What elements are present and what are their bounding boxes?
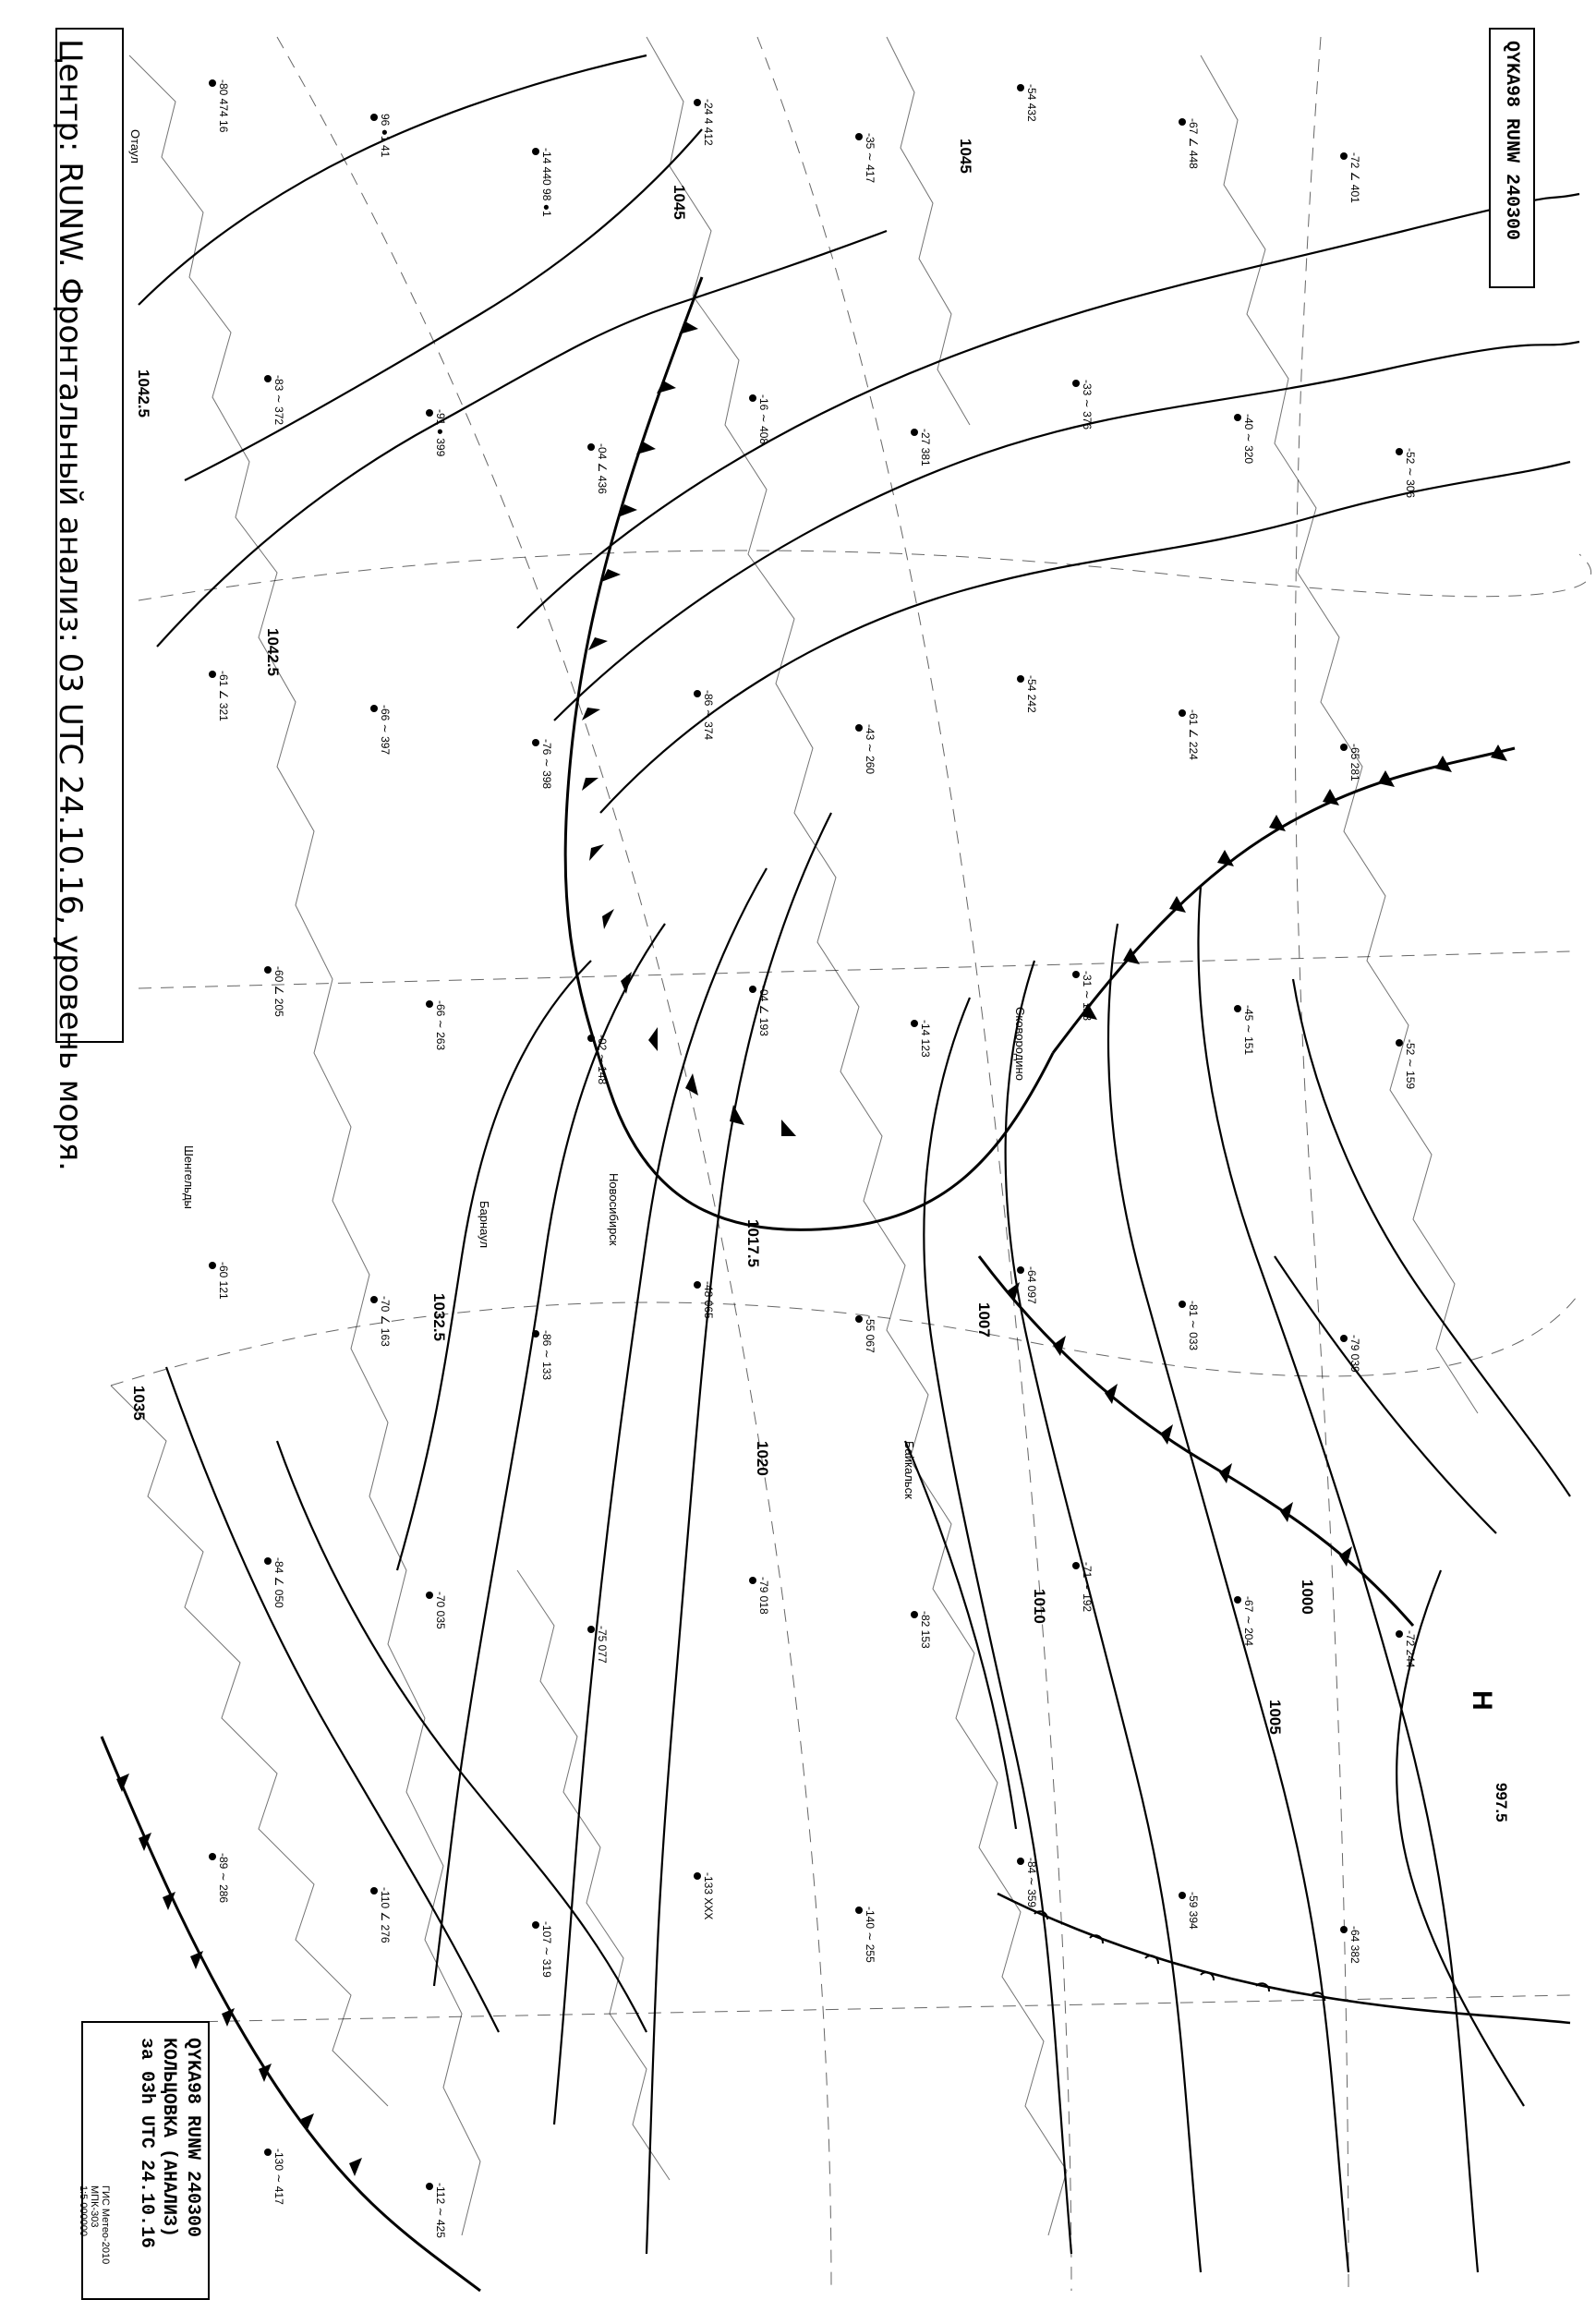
station-marker (370, 1887, 378, 1894)
station-label: -60 121 (217, 1262, 230, 1300)
station-label: -130 ∼ 417 (272, 2149, 285, 2205)
station-label: -16 ∼ 408 (757, 394, 770, 445)
station-marker (1072, 380, 1080, 387)
header-code-stamp (1489, 28, 1535, 288)
isobar-label: 1042.5 (135, 369, 152, 418)
legend-block (78, 2021, 210, 2300)
header-code: QYKA98 RUNW 240300 (1501, 41, 1522, 241)
station-label: -86 ∼ 374 (702, 690, 715, 741)
station-label: -33 ∼ 376 (1081, 380, 1094, 430)
place-name: Барнаул (478, 1201, 491, 1249)
station-label: -112 ∼ 425 (434, 2183, 447, 2238)
station-marker (587, 443, 595, 451)
station-marker (1234, 1005, 1241, 1012)
station-marker (1340, 744, 1348, 751)
legend-product: КОЛЬЦОВКА (АНАЛИЗ) (158, 2038, 179, 2238)
station-marker (749, 986, 756, 993)
station-label: 96 ●1 41 (379, 114, 392, 158)
station-marker (1179, 1301, 1186, 1308)
station-label: -72 ∠ 401 (1348, 152, 1361, 203)
station-marker (1396, 448, 1403, 455)
station-marker (426, 1592, 433, 1599)
station-marker (855, 133, 863, 140)
station-marker (1017, 675, 1024, 683)
isobar-label: 1035 (130, 1386, 148, 1421)
legend-scale: 1:5 000000 (78, 2185, 89, 2237)
legend-code: QYKA98 RUNW 240300 (182, 2038, 203, 2238)
station-label: -61 ∠ 224 (1187, 709, 1200, 760)
station-marker (1396, 1630, 1403, 1638)
isobar-label: 997.5 (1493, 1783, 1510, 1822)
station-marker (426, 1000, 433, 1008)
station-label: -24 4 412 (702, 99, 715, 146)
station-label: -79 039 (1348, 1335, 1361, 1373)
station-label: -45 ∼ 151 (1242, 1005, 1255, 1056)
station-marker (209, 671, 216, 678)
station-marker (1340, 1926, 1348, 1933)
station-marker (855, 724, 863, 732)
station-label: -86 ∼ 133 (540, 1330, 553, 1381)
legend-software: ГИС Метео-2010 (100, 2185, 111, 2265)
station-label: -27 381 (919, 429, 932, 466)
station-label: -14 123 (919, 1020, 932, 1058)
legend-time: за 03h UTC 24.10.16 (136, 2038, 157, 2249)
isobar-label: 1017.5 (744, 1219, 762, 1267)
station-label: -81 ∼ 033 (1187, 1301, 1200, 1351)
station-label: -54 242 (1025, 675, 1038, 713)
station-label: -76 ∼ 398 (540, 739, 553, 790)
place-name: Новосибирск (607, 1173, 621, 1246)
station-marker (1072, 1562, 1080, 1569)
station-label: -59 394 (1187, 1892, 1200, 1930)
station-label: -52 ∼ 159 (1404, 1039, 1417, 1090)
station-marker (532, 148, 539, 155)
station-label: -04 ∠ 193 (757, 986, 770, 1036)
station-label: -04 ∠ 436 (596, 443, 609, 494)
station-marker (1179, 709, 1186, 717)
station-label: -71 ∼ 192 (1081, 1562, 1094, 1613)
pressure-center-high-letter: H (1467, 1690, 1497, 1711)
station-label: -67 ∠ 448 (1187, 118, 1200, 169)
place-name: Отаул (128, 129, 142, 163)
station-label: -66 ∼ 397 (379, 705, 392, 756)
isobar-label: 1032.5 (430, 1293, 448, 1341)
station-label: -83 ∼ 372 (272, 375, 285, 426)
station-label: -14 440 98 ●1 (540, 148, 553, 217)
station-marker (1340, 152, 1348, 160)
station-marker (694, 1872, 701, 1880)
station-marker (264, 1557, 272, 1565)
station-marker (855, 1315, 863, 1323)
station-marker (855, 1907, 863, 1914)
station-label: -70 035 (434, 1592, 447, 1629)
station-label: -43 ∼ 260 (864, 724, 877, 775)
legend-office: МПК-303 (89, 2185, 100, 2228)
station-marker (1396, 1039, 1403, 1047)
station-marker (264, 375, 272, 382)
station-label: -61 ∠ 321 (217, 671, 230, 721)
isobar-label: 1007 (975, 1302, 993, 1338)
station-label: -84 ∠ 050 (272, 1557, 285, 1608)
station-label: -140 ∼ 255 (864, 1907, 877, 1963)
station-marker (911, 1611, 918, 1618)
station-marker (911, 429, 918, 436)
station-marker (1179, 1892, 1186, 1899)
station-marker (1017, 1266, 1024, 1274)
station-marker (587, 1626, 595, 1633)
station-marker (1234, 414, 1241, 421)
station-label: -82 153 (919, 1611, 932, 1649)
station-label: -75 077 (596, 1626, 609, 1664)
station-marker (209, 1853, 216, 1860)
isobar-label: 1000 (1299, 1580, 1316, 1615)
station-label: -133 XXX (702, 1872, 715, 1920)
station-label: -55 067 (864, 1315, 877, 1353)
station-label: -107 ∼ 319 (540, 1921, 553, 1978)
station-marker (749, 1577, 756, 1584)
station-marker (532, 739, 539, 746)
place-name: Байкальск (902, 1441, 916, 1499)
station-marker (209, 1262, 216, 1269)
station-marker (264, 2149, 272, 2156)
map-title: Центр: RUNW. Фронтальный анализ: 03 UTC 24.10.16, уровень моря. (52, 39, 89, 1171)
station-marker (694, 1281, 701, 1289)
station-marker (1017, 1858, 1024, 1865)
station-label: -84 ∼ 359 (1025, 1858, 1038, 1908)
station-marker (426, 409, 433, 417)
station-marker (532, 1921, 539, 1929)
station-label: -54 432 (1025, 84, 1038, 122)
station-label: -40 ∼ 320 (1242, 414, 1255, 465)
station-label: -66 ∼ 263 (434, 1000, 447, 1051)
station-marker (1340, 1335, 1348, 1342)
station-marker (370, 114, 378, 121)
isobar-label: 1045 (671, 185, 688, 220)
station-label: -89 ∼ 286 (217, 1853, 230, 1904)
station-marker (209, 79, 216, 87)
station-marker (426, 2183, 433, 2190)
isobar-label: 1010 (1031, 1589, 1048, 1624)
station-marker (370, 705, 378, 712)
isobar-label: 1005 (1266, 1700, 1284, 1735)
station-label: -64 097 (1025, 1266, 1038, 1304)
station-label: -64 382 (1348, 1926, 1361, 1964)
station-marker (749, 394, 756, 402)
station-marker (694, 690, 701, 697)
station-label: -70 ∠ 163 (379, 1296, 392, 1347)
station-marker (911, 1020, 918, 1027)
station-label: -67 ∼ 204 (1242, 1596, 1255, 1647)
station-label: -80 474 16 (217, 79, 230, 133)
station-label: -48 065 (702, 1281, 715, 1319)
place-name: Шенгельды (182, 1145, 196, 1209)
station-label: -72 244 (1404, 1630, 1417, 1668)
station-marker (1179, 118, 1186, 126)
station-label: -91 ● 399 (434, 409, 447, 457)
isobar-label: 1020 (754, 1441, 771, 1476)
station-label: -35 ∼ 417 (864, 133, 877, 184)
station-label: -60 ∠ 205 (272, 966, 285, 1017)
station-marker (694, 99, 701, 106)
place-name: Сковородино (1013, 1007, 1027, 1081)
station-label: -31 ∼ 123 (1081, 971, 1094, 1022)
isobar-label: 1045 (957, 139, 974, 174)
station-label: -79 018 (757, 1577, 770, 1615)
station-marker (1072, 971, 1080, 978)
station-label: -110 ∠ 276 (379, 1887, 392, 1943)
station-marker (370, 1296, 378, 1303)
station-marker (587, 1035, 595, 1042)
station-label: -65 281 (1348, 744, 1361, 781)
station-marker (264, 966, 272, 974)
isobar-label: 1042.5 (264, 628, 282, 676)
station-label: -52 ∼ 306 (1404, 448, 1417, 499)
station-marker (1234, 1596, 1241, 1604)
station-label: -02 ∼ 148 (596, 1035, 609, 1085)
station-marker (532, 1330, 539, 1338)
station-marker (1017, 84, 1024, 91)
